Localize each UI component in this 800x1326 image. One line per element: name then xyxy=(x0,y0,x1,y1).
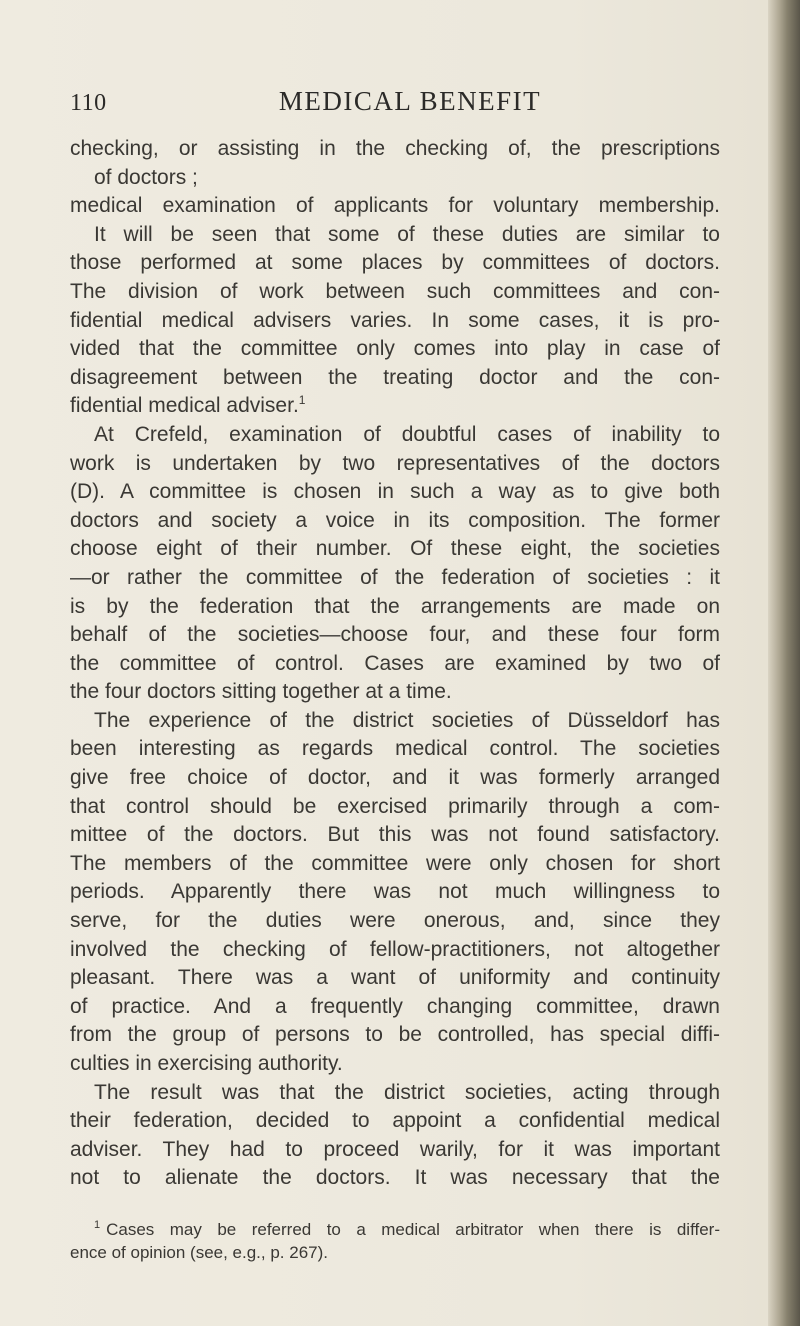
footnote-marker: 1 xyxy=(94,1219,101,1232)
text-line: vided that the committee only comes into play in case of xyxy=(70,337,720,361)
text-line: culties in exercising authority. xyxy=(70,1052,343,1075)
text-line: It will be seen that some of these duties are similar to xyxy=(94,222,720,246)
footnote xyxy=(70,1218,720,1264)
text-line: The result was that the district societies, acting through xyxy=(94,1080,720,1104)
text-line: mittee of the doctors. But this was not found satisfactory. xyxy=(70,823,720,847)
text-line: doctors and society a voice in its composition. The former xyxy=(70,508,720,532)
footnote-text: Cases may be referred to a medical arbitrator when there is differ- xyxy=(106,1220,720,1239)
page-number: 110 xyxy=(70,90,107,116)
body-text xyxy=(70,135,720,1193)
text-line: of practice. And a frequently changing committee, drawn xyxy=(70,994,720,1018)
text-line: At Crefeld, examination of doubtful cases of inability to xyxy=(94,422,720,446)
text-line: fidential medical adviser. xyxy=(70,394,299,418)
page-edge-shadow xyxy=(768,0,800,1326)
text-line: disagreement between the treating doctor and the con- xyxy=(70,365,720,389)
text-line: choose eight of their number. Of these eight, the societies xyxy=(70,537,720,561)
footnote-reference: 1 xyxy=(298,393,306,408)
text-line: adviser. They had to proceed warily, for it was important xyxy=(70,1137,720,1161)
text-line: work is undertaken by two representatives of the doctors xyxy=(70,451,720,475)
text-line-with-note xyxy=(70,392,720,421)
text-line: pleasant. There was a want of uniformity and continuity xyxy=(70,966,720,990)
text-line: periods. Apparently there was not much willingness to xyxy=(70,880,720,904)
text-line: The members of the committee were only chosen for short xyxy=(70,851,720,875)
text-line: their federation, decided to appoint a confidential medical xyxy=(70,1109,720,1133)
text-line: medical examination of applicants for voluntary membership. xyxy=(70,194,720,218)
text-line: The experience of the district societies of Düsseldorf has xyxy=(94,708,720,732)
text-line: is by the federation that the arrangements are made on xyxy=(70,594,720,618)
running-head: MEDICAL BENEFIT xyxy=(278,86,542,116)
text-line: the four doctors sitting together at a time. xyxy=(70,680,452,704)
text-line: give free choice of doctor, and it was formerly arranged xyxy=(70,766,720,790)
text-line: —or rather the committee of the federation of societies : it xyxy=(70,565,720,589)
text-line: fidential medical advisers varies. In some cases, it is pro- xyxy=(70,308,720,332)
text-line: The division of work between such committees and con- xyxy=(70,279,720,303)
text-line: behalf of the societies—choose four, and these four form xyxy=(70,623,720,647)
text-line: checking, or assisting in the checking of, the prescriptions xyxy=(70,137,720,160)
text-line: involved the checking of fellow-practitioners, not altogether xyxy=(70,937,720,961)
text-line: of doctors ; xyxy=(94,165,198,189)
page-header xyxy=(70,84,720,124)
footnote-line: ence of opinion (see, e.g., p. 267). xyxy=(70,1243,329,1262)
text-line: serve, for the duties were onerous, and, since they xyxy=(70,909,720,933)
text-line: those performed at some places by committees of doctors. xyxy=(70,251,720,275)
text-line: not to alienate the doctors. It was necessary that the xyxy=(70,1166,720,1190)
text-line: the committee of control. Cases are examined by two of xyxy=(70,651,720,675)
text-line: that control should be exercised primarily through a com- xyxy=(70,794,720,818)
text-line: (D). A committee is chosen in such a way as to give both xyxy=(70,480,720,504)
text-line: been interesting as regards medical control. The societies xyxy=(70,737,720,761)
text-line: from the group of persons to be controlled, has special diffi- xyxy=(70,1023,720,1047)
footnote-line xyxy=(70,1218,720,1241)
